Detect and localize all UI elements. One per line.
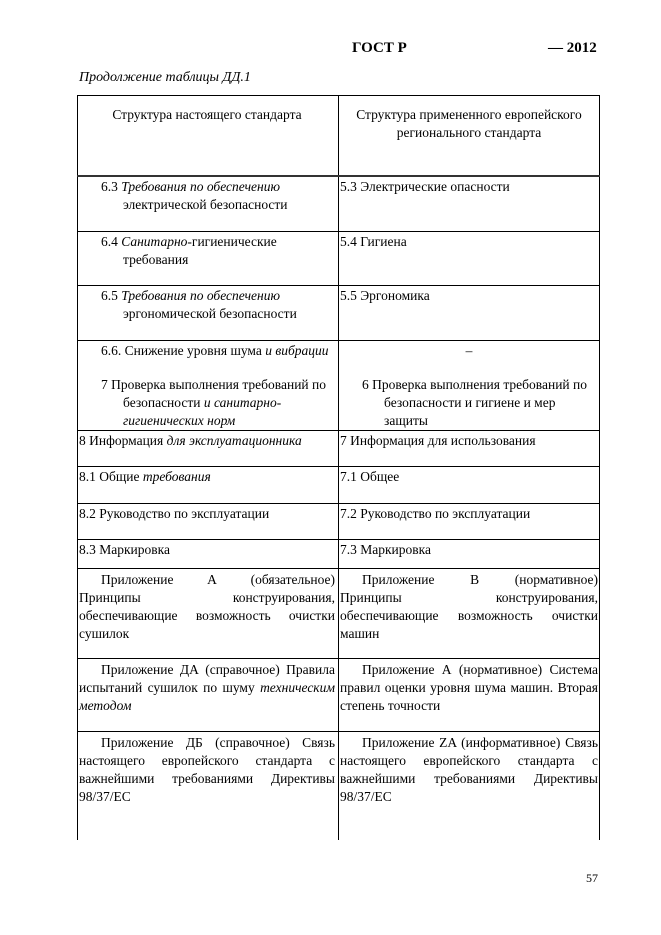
row-divider xyxy=(77,539,600,540)
row-left-cell: 8.3 Маркировка xyxy=(79,542,170,557)
row-left-cell: 6.5 Требования по обеспечению эргономической безопасности xyxy=(101,288,297,321)
table-border-left xyxy=(77,95,78,840)
column-header-right: Структура примененного европейского регионального стандарта xyxy=(356,107,582,140)
row-left-cell: 6.4 Санитарно-гигиенические требования xyxy=(101,234,277,267)
row-right-cell xyxy=(340,661,598,715)
row-divider xyxy=(77,466,600,467)
row-right-cell: 7.2 Руководство по эксплуатации xyxy=(340,506,531,521)
document-code: ГОСТ Р xyxy=(352,40,407,56)
row-right-cell: 5.5 Эргономика xyxy=(340,288,430,303)
row-right-cell xyxy=(340,734,598,806)
document-year: — 2012 xyxy=(548,40,597,56)
row-left-cell: Приложение А (обязательное) Принципы конструирования, обеспечивающие возможность очистки сушилок xyxy=(79,572,335,641)
row-right-cell: 7 Информация для использования xyxy=(340,433,536,448)
row-right-cell: 7.3 Маркировка xyxy=(340,542,431,557)
header-divider xyxy=(77,175,600,177)
row-left-cell: 8.2 Руководство по эксплуатации xyxy=(79,506,270,521)
row-divider xyxy=(77,503,600,504)
row-left-cell: 8 Информация для эксплуатационника xyxy=(79,433,302,448)
row-right-cell xyxy=(340,571,598,643)
table-border-top xyxy=(77,95,600,96)
table-caption: Продолжение таблицы ДД.1 xyxy=(79,70,251,85)
row-left-cell: 8.1 Общие требования xyxy=(79,469,211,484)
row-left-cell: 6.3 Требования по обеспечению электрической безопасности xyxy=(101,179,288,212)
table-column-divider xyxy=(338,95,339,840)
row-right-text: Приложение А (нормативное) Система правил оценки уровня шума машин. Вторая степень точности xyxy=(340,662,598,713)
row-divider xyxy=(77,285,600,286)
row-left-cell: Приложение ДА (справочное) Правила испытаний сушилок по шуму техническим методом xyxy=(79,662,335,713)
table-border-right xyxy=(599,95,600,840)
row-left-cell: 7 Проверка выполнения требований по безопасности и санитарно-гигиенических норм xyxy=(101,377,326,428)
row-divider xyxy=(77,231,600,232)
row-divider xyxy=(77,658,600,659)
row-divider xyxy=(77,340,600,341)
row-left-cell: 6.6. Снижение уровня шума и вибрации xyxy=(101,343,329,358)
row-right-cell: 5.3 Электрические опасности xyxy=(340,179,510,194)
page-number: 57 xyxy=(586,871,598,885)
row-divider xyxy=(77,430,600,431)
row-right-text: Приложение В (нормативное) Принципы конструирования, обеспечивающие возможность очистки машин xyxy=(340,572,598,641)
comparison-table xyxy=(77,95,600,840)
row-right-cell: – xyxy=(465,343,473,358)
row-right-cell: 5.4 Гигиена xyxy=(340,234,407,249)
row-divider xyxy=(77,568,600,569)
column-header-left: Структура настоящего стандарта xyxy=(112,107,302,122)
row-right-text: Приложение ZA (информативное) Связь настоящего европейского стандарта с важнейшими требованиями Директивы 98/37/ЕС xyxy=(340,735,598,804)
row-divider xyxy=(77,731,600,732)
row-right-cell: 7.1 Общее xyxy=(340,469,400,484)
row-right-cell: 6 Проверка выполнения требований по безопасности и гигиене и мер защиты xyxy=(362,377,587,428)
row-left-cell: Приложение ДБ (справочное) Связь настоящего европейского стандарта с важнейшими требованиями Директивы 98/37/ЕС xyxy=(79,735,335,804)
